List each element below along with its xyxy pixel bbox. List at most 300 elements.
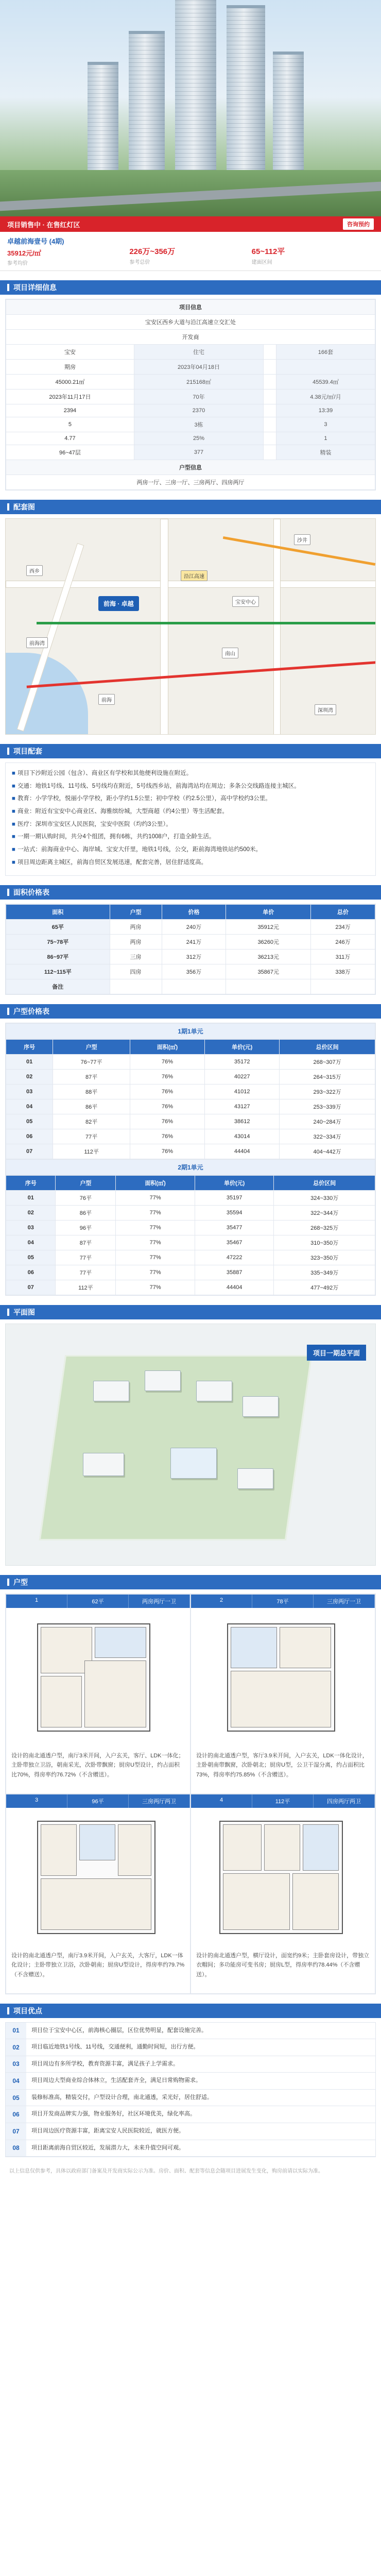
table-cell: 25% bbox=[134, 432, 263, 445]
table-cell: 96~47层 bbox=[6, 445, 134, 460]
section-title-overview: 项目配套 bbox=[0, 744, 381, 758]
building-block bbox=[243, 1396, 279, 1417]
list-item bbox=[6, 2090, 375, 2107]
avg-note: 参考均价 bbox=[7, 261, 28, 266]
summary-name-cell bbox=[7, 236, 129, 266]
table-cell: 单价 bbox=[226, 904, 311, 919]
point-text: 项目距离前海自贸区较近，发展潜力大，未来升值空间可观。 bbox=[31, 2144, 184, 2151]
point-text: 项目周边医疗资源丰富，距离宝安人民医院较近，就医方便。 bbox=[31, 2128, 184, 2134]
list-item bbox=[6, 2140, 375, 2157]
table-row bbox=[6, 1220, 375, 1235]
table-cell bbox=[264, 432, 276, 445]
overview-paragraph: ■ 医疗：深圳市宝安区人民医院，宝安中医院（均约3公里）。 bbox=[12, 821, 172, 827]
area-range: 65~112平 bbox=[251, 247, 285, 256]
project-pin[interactable]: 前海 · 卓越 bbox=[98, 596, 139, 611]
table-cell: 总价区间 bbox=[280, 1039, 375, 1054]
table-row bbox=[6, 345, 375, 360]
table-row bbox=[6, 445, 375, 460]
table-cell: 01 bbox=[6, 1190, 56, 1205]
point-text: 项目周边大型商业综合体林立，生活配套齐全，满足日常购物需求。 bbox=[31, 2077, 201, 2084]
list-item bbox=[6, 2056, 375, 2073]
floorplan-grid bbox=[5, 1594, 376, 1994]
table-cell: 77% bbox=[116, 1220, 195, 1235]
table-cell: 76% bbox=[130, 1054, 204, 1069]
site-plan[interactable] bbox=[5, 1324, 376, 1566]
info-table-card bbox=[5, 299, 376, 490]
table-cell: 76% bbox=[130, 1144, 204, 1159]
table-cell: 76% bbox=[130, 1099, 204, 1114]
floorplan-shape bbox=[219, 1821, 343, 1934]
table-cell: 310~350万 bbox=[274, 1235, 375, 1250]
table-row bbox=[6, 979, 375, 994]
info-table bbox=[6, 299, 375, 490]
tower-shape bbox=[227, 5, 265, 185]
table-cell bbox=[264, 445, 276, 460]
floorplan-desc: 设计的南北通透户型，客厅3.9米开间，入户玄关，LDK一体化设计，主卧朝南带飘窗，次卧朝北；厨房U型，公卫干湿分离，约占面积比73%，得房率约75.85%（不含赠送）。 bbox=[196, 1752, 368, 1778]
overview-paragraph: ■ 项目下沙附近公园（包含）、商业区有学校和其他便利设施在附近。 bbox=[12, 770, 193, 776]
table-cell: 112平 bbox=[56, 1280, 116, 1295]
table-row bbox=[6, 949, 375, 964]
table-cell: 04 bbox=[6, 1235, 56, 1250]
total-note: 参考总价 bbox=[129, 260, 150, 265]
list-item bbox=[6, 2073, 375, 2090]
metro-line bbox=[27, 661, 376, 688]
floorplan-card[interactable] bbox=[190, 1594, 375, 1794]
table-cell: 序号 bbox=[6, 1039, 53, 1054]
table-cell: 404~442万 bbox=[280, 1144, 375, 1159]
table-cell: 112~115平 bbox=[6, 964, 110, 979]
floorplan-image bbox=[191, 1808, 375, 1947]
table-cell: 75~78平 bbox=[6, 934, 110, 949]
table-cell: 77% bbox=[116, 1190, 195, 1205]
bullet-icon: ■ bbox=[12, 795, 15, 802]
point-number: 03 bbox=[6, 2056, 26, 2073]
table-cell: 宝安区西乡大道与沿江高速立交汇处 bbox=[6, 315, 375, 330]
table-cell: 240万 bbox=[162, 919, 226, 934]
table-row bbox=[6, 964, 375, 979]
table-cell: 45000.21㎡ bbox=[6, 375, 134, 389]
map-poi: 深圳湾 bbox=[315, 704, 336, 715]
status-text: 项目销售中 · 在售红灯区 bbox=[7, 221, 80, 229]
plan-label: 项目一期总平面 bbox=[307, 1345, 366, 1361]
overview-paragraph: ■ 一期一期认购时间，共分4个组团，拥有6栋，共约1008户，打造全龄生活。 bbox=[12, 834, 215, 840]
location-map[interactable] bbox=[5, 518, 376, 735]
table-cell: 234万 bbox=[311, 919, 375, 934]
table-cell bbox=[264, 360, 276, 375]
price-table-card bbox=[5, 904, 376, 995]
table-cell bbox=[264, 375, 276, 389]
floorplan-desc: 设计的南北通透户型，横厅设计，面宽约9米；主卧套房设计，带独立衣帽间；多功能房可变书房；厨房L型，得房率约78.44%（不含赠送）。 bbox=[196, 1952, 370, 1978]
consult-button[interactable]: 咨询预约 bbox=[343, 218, 374, 230]
table-cell: 06 bbox=[6, 1265, 56, 1280]
section-title-points: 项目优点 bbox=[0, 2004, 381, 2018]
map-poi: 宝安中心 bbox=[232, 596, 259, 607]
table-cell: 377 bbox=[134, 445, 263, 460]
overview-paragraph: ■ 交通：地铁1号线、11号线、5号线均在附近，5号线西乡站，前海湾站均在周边；多条公交线路连接主城区。 bbox=[12, 783, 300, 789]
section-title-info: 项目详细信息 bbox=[0, 280, 381, 295]
overview-paragraph: ■ 教育：小学学校，悦丽小学学校，距小学约1.5公里；初中学校（约2.5公里），高中学校约3公里。 bbox=[12, 795, 271, 802]
tower-shape bbox=[129, 31, 165, 185]
table-cell: 293~322万 bbox=[280, 1084, 375, 1099]
table-cell: 86平 bbox=[53, 1099, 130, 1114]
table-cell bbox=[264, 345, 276, 360]
table-cell: 77% bbox=[116, 1280, 195, 1295]
bullet-icon: ■ bbox=[12, 783, 15, 789]
table-row bbox=[6, 315, 375, 330]
table-cell: 311万 bbox=[311, 949, 375, 964]
map-road bbox=[273, 519, 281, 735]
building-block bbox=[237, 1468, 273, 1489]
table-cell: 268~307万 bbox=[280, 1054, 375, 1069]
table-cell: 36213元 bbox=[226, 949, 311, 964]
floorplan-image bbox=[6, 1808, 190, 1947]
table-cell: 两房 bbox=[110, 919, 162, 934]
table-cell: 86平 bbox=[56, 1205, 116, 1220]
table-cell: 3 bbox=[276, 417, 375, 432]
table-cell: 2023年11月17日 bbox=[6, 389, 134, 404]
table-cell: 76~77平 bbox=[53, 1054, 130, 1069]
table-cell: 166套 bbox=[276, 345, 375, 360]
table-cell: 38612 bbox=[205, 1114, 280, 1129]
tower-shape bbox=[88, 62, 118, 185]
point-number: 07 bbox=[6, 2123, 26, 2140]
table-cell: 06 bbox=[6, 1129, 53, 1144]
table-cell bbox=[226, 979, 311, 994]
status-bar bbox=[0, 216, 381, 232]
table-cell bbox=[110, 979, 162, 994]
table-row bbox=[6, 475, 375, 490]
overview-text bbox=[5, 762, 376, 876]
table-cell: 35594 bbox=[195, 1205, 274, 1220]
table-cell: 备注 bbox=[6, 979, 110, 994]
table-cell: 335~349万 bbox=[274, 1265, 375, 1280]
table-cell: 322~334万 bbox=[280, 1129, 375, 1144]
metro-line bbox=[37, 622, 376, 624]
floorplan-card[interactable] bbox=[190, 1794, 375, 1994]
table-cell: 01 bbox=[6, 1054, 53, 1069]
table-cell: 77平 bbox=[53, 1129, 130, 1144]
floorplan-card[interactable] bbox=[6, 1794, 190, 1994]
floorplan-shape bbox=[227, 1623, 335, 1732]
table-cell: 77% bbox=[116, 1265, 195, 1280]
table-cell: 03 bbox=[6, 1084, 53, 1099]
table-cell: 05 bbox=[6, 1250, 56, 1265]
section-title-units-price: 户型价格表 bbox=[0, 1004, 381, 1019]
table-cell: 35467 bbox=[195, 1235, 274, 1250]
table-cell: 07 bbox=[6, 1280, 56, 1295]
table-row bbox=[6, 1084, 375, 1099]
table-cell: 4.38元/㎡/月 bbox=[276, 389, 375, 404]
table-cell: 四房 bbox=[110, 964, 162, 979]
table-row bbox=[6, 375, 375, 389]
table-cell bbox=[162, 979, 226, 994]
table-cell: 面积(㎡) bbox=[130, 1039, 204, 1054]
list-item bbox=[6, 2106, 375, 2123]
table-cell: 期房 bbox=[6, 360, 134, 375]
table-cell bbox=[264, 417, 276, 432]
floorplan-shape bbox=[37, 1623, 150, 1732]
table-cell: 45539.4㎡ bbox=[276, 375, 375, 389]
summary-total-cell bbox=[129, 236, 251, 266]
table-row bbox=[6, 389, 375, 404]
table-row bbox=[6, 1265, 375, 1280]
table-row bbox=[6, 417, 375, 432]
project-name: 卓越前海壹号 (4期) bbox=[7, 238, 64, 245]
table-cell: 70年 bbox=[134, 389, 263, 404]
table-cell: 2394 bbox=[6, 404, 134, 417]
table-cell: 面积 bbox=[6, 904, 110, 919]
bullet-icon: ■ bbox=[12, 770, 15, 776]
table-cell: 单价(元) bbox=[195, 1175, 274, 1190]
table-cell: 77% bbox=[116, 1205, 195, 1220]
table-cell: 35912元 bbox=[226, 919, 311, 934]
table-cell: 两房 bbox=[110, 934, 162, 949]
point-number: 05 bbox=[6, 2090, 26, 2106]
table-cell: 87平 bbox=[53, 1069, 130, 1084]
table-cell: 246万 bbox=[311, 934, 375, 949]
point-number: 02 bbox=[6, 2039, 26, 2056]
floorplan-image bbox=[191, 1608, 375, 1747]
units-price-card bbox=[5, 1023, 376, 1296]
hero-image bbox=[0, 0, 381, 216]
table-row bbox=[6, 460, 375, 475]
floorplan-head: 1 62平 两房两厅一卫 bbox=[6, 1595, 190, 1608]
table-cell: 总价 bbox=[311, 904, 375, 919]
table-cell: 44404 bbox=[205, 1144, 280, 1159]
map-road bbox=[160, 519, 168, 735]
table-cell: 面积(㎡) bbox=[116, 1175, 195, 1190]
table-cell: 268~325万 bbox=[274, 1220, 375, 1235]
table-cell: 户型 bbox=[53, 1039, 130, 1054]
list-item bbox=[6, 2123, 375, 2140]
table-cell: 312万 bbox=[162, 949, 226, 964]
bullet-icon: ■ bbox=[12, 834, 15, 840]
table-cell: 07 bbox=[6, 1144, 53, 1159]
units-head-b: 2期1单元 bbox=[6, 1159, 375, 1175]
floorplan-shape bbox=[37, 1821, 155, 1934]
bay-water bbox=[6, 653, 88, 735]
table-cell: 3栋 bbox=[134, 417, 263, 432]
table-cell: 03 bbox=[6, 1220, 56, 1235]
floorplan-head: 3 96平 三房两厅两卫 bbox=[6, 1794, 190, 1808]
map-poi: 前海 bbox=[98, 694, 115, 705]
table-row bbox=[6, 1069, 375, 1084]
map-poi: 前海湾 bbox=[26, 637, 48, 648]
table-cell: 323~350万 bbox=[274, 1250, 375, 1265]
bullet-icon: ■ bbox=[12, 846, 15, 853]
table-cell: 单价(元) bbox=[205, 1039, 280, 1054]
table-row bbox=[6, 1129, 375, 1144]
section-title-location: 配套图 bbox=[0, 500, 381, 514]
table-cell: 35172 bbox=[205, 1054, 280, 1069]
table-cell: 86~97平 bbox=[6, 949, 110, 964]
units-head-a: 1期1单元 bbox=[6, 1023, 375, 1039]
map-poi: 南山 bbox=[222, 648, 238, 658]
table-cell: 精装 bbox=[276, 445, 375, 460]
table-cell bbox=[264, 404, 276, 417]
overview-paragraph: ■ 一站式：前海商业中心、海岸城、宝安大仟里，地铁1号线，公交，距前海湾地铁站约500米。 bbox=[12, 846, 262, 853]
table-cell: 477~492万 bbox=[274, 1280, 375, 1295]
table-row bbox=[6, 1280, 375, 1295]
table-cell: 5 bbox=[6, 417, 134, 432]
bullet-icon: ■ bbox=[12, 808, 15, 815]
floorplan-card[interactable] bbox=[6, 1594, 190, 1794]
building-block bbox=[145, 1370, 181, 1391]
table-cell: 240~284万 bbox=[280, 1114, 375, 1129]
table-cell: 82平 bbox=[53, 1114, 130, 1129]
table-row bbox=[6, 330, 375, 345]
table-row bbox=[6, 1250, 375, 1265]
floorplan-head: 2 78平 三房两厅一卫 bbox=[191, 1595, 375, 1608]
table-row bbox=[6, 300, 375, 315]
table-cell: 4.77 bbox=[6, 432, 134, 445]
table-cell: 338万 bbox=[311, 964, 375, 979]
building-block bbox=[170, 1448, 217, 1479]
table-cell: 02 bbox=[6, 1205, 56, 1220]
point-text: 项目位于宝安中心区，前海核心圈层，区位优势明显，配套设施完善。 bbox=[31, 2027, 207, 2033]
table-cell: 215168㎡ bbox=[134, 375, 263, 389]
floorplan-desc: 设计的南北通透户型，南厅3米开间，入户玄关，客厅、LDK一体化；主卧带独立卫浴，朝南采光，次卧带飘窗；厨房U型设计，约占面积比70%，得房率约76.72%（不含赠送）。 bbox=[11, 1752, 184, 1778]
point-number: 06 bbox=[6, 2106, 26, 2123]
units-table-b bbox=[6, 1175, 375, 1295]
highway-label: 沿江高速 bbox=[181, 570, 207, 581]
table-cell bbox=[311, 979, 375, 994]
table-row bbox=[6, 404, 375, 417]
map-road bbox=[6, 581, 376, 588]
table-row bbox=[6, 360, 375, 375]
table-cell: 76% bbox=[130, 1114, 204, 1129]
table-cell: 两房一厅、三房一厅、三房两厅、四房两厅 bbox=[6, 475, 375, 490]
point-number: 01 bbox=[6, 2023, 26, 2039]
bullet-icon: ■ bbox=[12, 821, 15, 827]
table-cell: 13:39 bbox=[276, 404, 375, 417]
table-cell: 264~315万 bbox=[280, 1069, 375, 1084]
table-cell: 241万 bbox=[162, 934, 226, 949]
table-cell: 户型 bbox=[110, 904, 162, 919]
list-item bbox=[6, 2039, 375, 2056]
table-cell: 77平 bbox=[56, 1250, 116, 1265]
point-number: 04 bbox=[6, 2073, 26, 2089]
area-note: 建面区间 bbox=[251, 260, 272, 265]
table-cell: 43014 bbox=[205, 1129, 280, 1144]
table-cell: 开发商 bbox=[6, 330, 375, 345]
point-text: 装修标准高，精装交付，户型设计合理，南北通透，采光好，居住舒适。 bbox=[31, 2094, 213, 2100]
floorplan-head: 4 112平 四房两厅两卫 bbox=[191, 1794, 375, 1808]
table-row bbox=[6, 1205, 375, 1220]
table-row bbox=[6, 432, 375, 445]
summary-bar bbox=[0, 232, 381, 271]
table-cell: 324~330万 bbox=[274, 1190, 375, 1205]
table-row bbox=[6, 1054, 375, 1069]
table-row bbox=[6, 1114, 375, 1129]
table-cell: 项目信息 bbox=[6, 300, 375, 315]
footer-note: 以上信息仅供参考，具体以政府部门备案及开发商实际公示为准。房价、面积、配套等信息会随项目进展发生变化，购房前请以实际为准。 bbox=[9, 2168, 323, 2175]
table-row bbox=[6, 1099, 375, 1114]
table-cell: 总价区间 bbox=[274, 1175, 375, 1190]
table-cell: 户型信息 bbox=[6, 460, 375, 475]
table-row bbox=[6, 1190, 375, 1205]
building-block bbox=[83, 1453, 124, 1476]
table-cell: 44404 bbox=[195, 1280, 274, 1295]
table-cell: 05 bbox=[6, 1114, 53, 1129]
floorplan-image bbox=[6, 1608, 190, 1747]
table-cell: 1 bbox=[276, 432, 375, 445]
table-cell: 35477 bbox=[195, 1220, 274, 1235]
table-cell: 2370 bbox=[134, 404, 263, 417]
section-title-floorplans: 户型 bbox=[0, 1575, 381, 1589]
bullet-icon: ■ bbox=[12, 859, 15, 866]
summary-area-cell bbox=[252, 236, 374, 266]
table-cell: 76% bbox=[130, 1129, 204, 1144]
table-cell: 43127 bbox=[205, 1099, 280, 1114]
table-cell: 356万 bbox=[162, 964, 226, 979]
table-cell: 36260元 bbox=[226, 934, 311, 949]
table-cell: 价格 bbox=[162, 904, 226, 919]
table-cell: 76平 bbox=[56, 1190, 116, 1205]
tower-shape bbox=[273, 52, 304, 185]
avg-price: 35912元/㎡ bbox=[7, 249, 41, 257]
table-cell: 47222 bbox=[195, 1250, 274, 1265]
list-item bbox=[6, 2023, 375, 2040]
point-number: 08 bbox=[6, 2140, 26, 2157]
floorplan-desc: 设计的南北通透户型，南厅3.9米开间，入户玄关，大客厅，LDK一体化设计；主卧带独立卫浴，次卧朝南；厨房U型设计，得房率约79.7%（不含赠送）。 bbox=[11, 1952, 185, 1978]
units-table-a bbox=[6, 1039, 375, 1159]
table-cell: 35887 bbox=[195, 1265, 274, 1280]
point-text: 项目临近地铁1号线、11号线，交通便利，通勤时间短，出行方便。 bbox=[31, 2044, 199, 2050]
table-cell: 35197 bbox=[195, 1190, 274, 1205]
building-block bbox=[196, 1381, 232, 1401]
table-row bbox=[6, 1144, 375, 1159]
points-list bbox=[5, 2022, 376, 2158]
table-cell: 04 bbox=[6, 1099, 53, 1114]
table-row bbox=[6, 919, 375, 934]
table-cell: 77% bbox=[116, 1250, 195, 1265]
table-cell: 宝安 bbox=[6, 345, 134, 360]
table-cell: 322~344万 bbox=[274, 1205, 375, 1220]
table-cell: 96平 bbox=[56, 1220, 116, 1235]
table-cell: 序号 bbox=[6, 1175, 56, 1190]
table-cell: 住宅 bbox=[134, 345, 263, 360]
point-text: 项目开发商品牌实力强，物业服务好，社区环境优美，绿化率高。 bbox=[31, 2111, 196, 2117]
table-cell bbox=[276, 360, 375, 375]
table-cell: 02 bbox=[6, 1069, 53, 1084]
section-title-price: 面积价格表 bbox=[0, 885, 381, 900]
table-cell: 2023年04月18日 bbox=[134, 360, 263, 375]
table-row bbox=[6, 934, 375, 949]
overview-paragraph: ■ 项目周边距离主城区，前海自贸区发展迅速，配套完善，居住舒适度高。 bbox=[12, 859, 207, 866]
overview-paragraph: ■ 商业：附近有宝安中心商业区、海雅缤纷城，大型商超（约4公里）等生活配套。 bbox=[12, 808, 228, 815]
table-cell: 77平 bbox=[56, 1265, 116, 1280]
point-text: 项目周边有多所学校，教育资源丰富，满足孩子上学需求。 bbox=[31, 2060, 179, 2067]
table-cell: 87平 bbox=[56, 1235, 116, 1250]
map-poi: 西乡 bbox=[26, 565, 43, 576]
building-block bbox=[93, 1381, 129, 1401]
table-cell: 户型 bbox=[56, 1175, 116, 1190]
map-poi: 沙井 bbox=[294, 534, 310, 545]
table-cell: 253~339万 bbox=[280, 1099, 375, 1114]
table-cell: 三房 bbox=[110, 949, 162, 964]
table-cell: 41012 bbox=[205, 1084, 280, 1099]
section-title-plan: 平面图 bbox=[0, 1305, 381, 1319]
table-cell: 65平 bbox=[6, 919, 110, 934]
table-cell: 40227 bbox=[205, 1069, 280, 1084]
table-cell bbox=[264, 389, 276, 404]
table-cell: 35867元 bbox=[226, 964, 311, 979]
table-cell: 76% bbox=[130, 1069, 204, 1084]
table-cell: 112平 bbox=[53, 1144, 130, 1159]
price-table bbox=[6, 904, 375, 994]
total-price: 226万~356万 bbox=[129, 247, 176, 256]
